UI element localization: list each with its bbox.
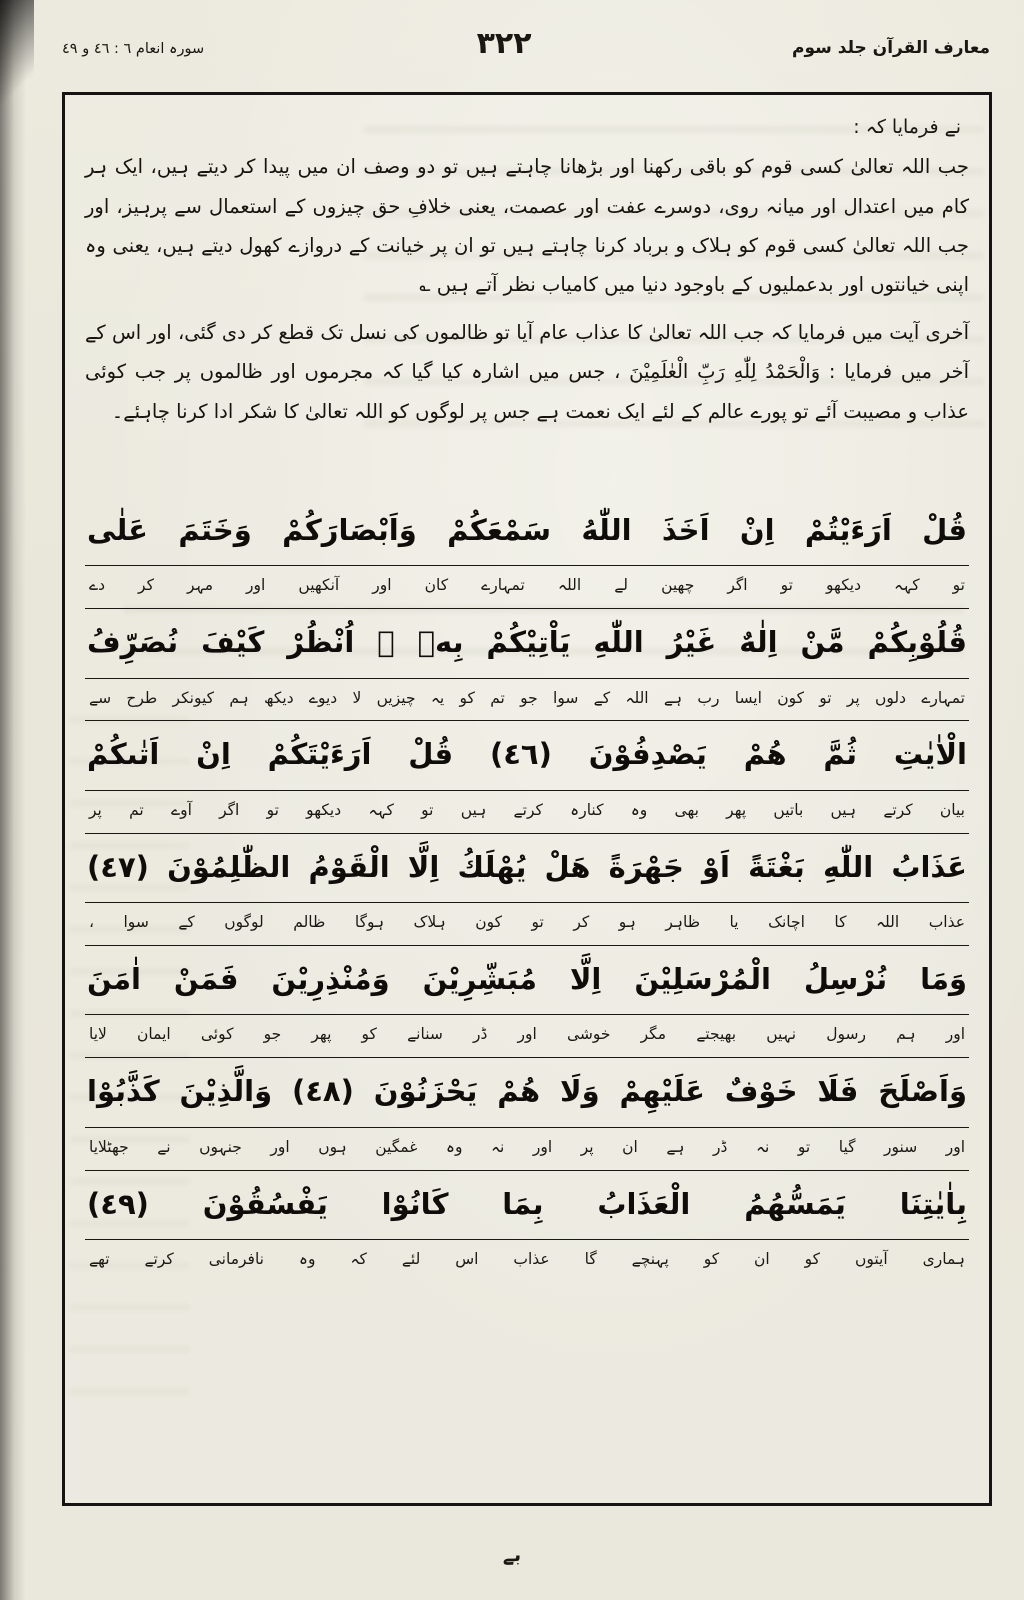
verse-translation-line: بیان کرتے ہیں باتیں پھر بھی وہ کنارہ کرتے ہیں تو کہہ دیکھو تو اگر آوے تم پر [85, 791, 969, 834]
content-frame [62, 92, 992, 1506]
verse-arabic-line: عَذَابُ اللّٰهِ بَغْتَةً اَوْ جَهْرَةً هَلْ يُهْلَكُ اِلَّا الْقَوْمُ الظّٰلِمُوْنَ (٤٧) [85, 834, 969, 903]
verse-translation-line: اور ہم رسول نہیں بھیجتے مگر خوشی اور ڈر سنانے کو پھر جو کوئی ایمان لایا [85, 1015, 969, 1058]
commentary-prose [85, 147, 969, 431]
catchword: بے [502, 1544, 522, 1566]
verse-arabic-line: الْاٰيٰتِ ثُمَّ هُمْ يَصْدِفُوْنَ (٤٦) قُلْ اَرَءَيْتَكُمْ اِنْ اَتٰىكُمْ [85, 721, 969, 790]
scan-left-edge-shadow [0, 0, 26, 1600]
page-number: ٣٢٢ [476, 26, 532, 61]
verse-arabic-line: قُلُوْبِكُمْ مَّنْ اِلٰهٌ غَيْرُ اللّٰهِ يَاْتِيْكُمْ بِهٖ ۗ اُنْظُرْ كَيْفَ نُصَرِّفُ [85, 609, 969, 678]
commentary-paragraph: جب اللہ تعالیٰ کسی قوم کو باقی رکھنا اور بڑھانا چاہتے ہیں تو دو وصف ان میں پیدا کر دیتے ہیں، ایک ہر کام میں اعتدال اور میانہ روی، دوسرے عفت اور عصمت، یعنی خلافِ حق چیزوں کے استعمال سے پرہیز، اور جب اللہ تعالیٰ کسی قوم کو ہلاک و برباد کرنا چاہتے ہیں تو ان پر خیانت کے دروازے کھول دیتے ہیں، یعنی وہ اپنی خیانتوں اور بدعملیوں کے باوجود دنیا میں کامیاب نظر آتے ہیں ؎ [85, 155, 969, 297]
running-header [62, 26, 990, 61]
verse-arabic-line: وَاَصْلَحَ فَلَا خَوْفٌ عَلَيْهِمْ وَلَا هُمْ يَحْزَنُوْنَ (٤٨) وَالَّذِيْنَ كَذَّبُوْا [85, 1058, 969, 1127]
verse-arabic-line: قُلْ اَرَءَيْتُمْ اِنْ اَخَذَ اللّٰهُ سَمْعَكُمْ وَاَبْصَارَكُمْ وَخَتَمَ عَلٰى [85, 497, 969, 566]
intro-line: نے فرمایا کہ : [853, 116, 961, 138]
verse-arabic-line: وَمَا نُرْسِلُ الْمُرْسَلِيْنَ اِلَّا مُبَشِّرِيْنَ وَمُنْذِرِيْنَ فَمَنْ اٰمَنَ [85, 946, 969, 1015]
verse-translation-line: تو کہہ دیکھو تو اگر چھین لے اللہ تمہارے کان اور آنکھیں اور مہر کر دے [85, 566, 969, 609]
verse-translation-line: تمہارے دلوں پر تو کون ایسا رب ہے اللہ کے سوا جو تم کو یہ چیزیں لا دیوے دیکھ ہم کیونکر طرح سے [85, 679, 969, 722]
verse-translation-line: اور سنور گیا تو نہ ڈر ہے ان پر اور نہ وہ غمگین ہوں اور جنہوں نے جھٹلایا [85, 1128, 969, 1171]
book-title: معارف القرآن جلد سوم [792, 38, 990, 58]
verse-arabic-line: بِاٰيٰتِنَا يَمَسُّهُمُ الْعَذَابُ بِمَا كَانُوْا يَفْسُقُوْنَ (٤٩) [85, 1171, 969, 1240]
blank-gap [85, 439, 969, 497]
verse-translation-line: عذاب اللہ کا اچانک یا ظاہر ہو کر تو کون ہلاک ہوگا ظالم لوگوں کے سوا ، [85, 903, 969, 946]
verse-translation-table [85, 497, 969, 1282]
verse-translation-line: ہماری آیتوں کو ان کو پہنچے گا عذاب اس لئے کہ وہ نافرمانی کرتے تھے [89, 1250, 965, 1268]
scan-corner-blotch [0, 0, 34, 120]
surah-reference: سورہ انعام ٦ : ٤٦ و ٤٩ [62, 41, 205, 57]
commentary-paragraph: آخری آیت میں فرمایا کہ جب اللہ تعالیٰ کا عذاب عام آیا تو ظالموں کی نسل تک قطع کر دی گئی، اور اس کے آخر میں فرمایا : وَالْحَمْدُ لِلّٰهِ رَبِّ الْعٰلَمِيْنَ ، جس میں اشارہ کیا گیا کہ مجرموں اور ظالموں پر جب کوئی عذاب و مصیبت آئے تو پورے عالم کے لئے ایک نعمت ہے جس پر لوگوں کو اللہ تعالیٰ کا شکر ادا کرنا چاہئے۔ [85, 320, 969, 423]
